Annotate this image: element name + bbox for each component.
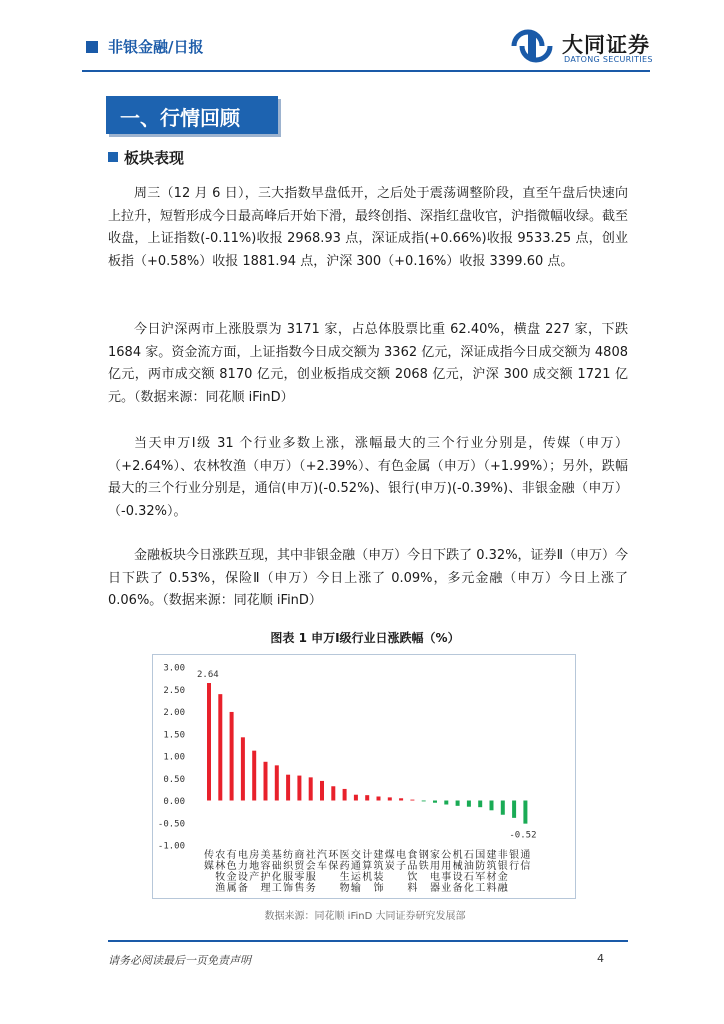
bar-石油石化 [467, 801, 471, 807]
section-title: 一、行情回顾 [120, 106, 240, 130]
y-tick-label: 1.50 [163, 730, 185, 741]
bar-传媒 [207, 683, 211, 800]
report-category-title: 非银金融/日报 [108, 38, 204, 56]
bar-汽车 [320, 781, 324, 801]
footer-divider [108, 940, 628, 942]
bar-农林牧渔 [218, 694, 222, 800]
x-tick-label: 银行 [509, 850, 520, 872]
section-banner [106, 96, 278, 134]
x-tick-label: 电力设备 [237, 850, 248, 894]
bar-电子 [399, 798, 403, 800]
x-tick-label: 家用电器 [430, 850, 440, 894]
x-tick-label: 医药生物 [339, 850, 350, 894]
bar-非银金融 [501, 801, 505, 815]
x-tick-label: 国防军工 [475, 850, 486, 894]
x-tick-label: 农林牧渔 [215, 850, 226, 894]
paragraph-market-overview: 周三（12 月 6 日），三大指数早盘低开，之后处于震荡调整阶段，直至午盘后快速向上拉升，短暂形成今日最高峰后开始下滑，最终创指、深指红盘收官，沪指微幅收绿。截至收盘，上证指数(-0.11%)收报 2968.93 点，深证成指(+0.66%)收报 9533.25 点，创业板指（+0.58%）收报 1881.94 点，沪深 300（+0.16%）收报 3399.60 点。 [108, 186, 629, 269]
figure-source: 数据来源：同花顺 iFinD 大同证券研究发展部 [264, 911, 466, 922]
data-label-min: -0.52 [509, 830, 537, 841]
bar-环保 [331, 786, 335, 800]
bar-家用电器 [433, 801, 437, 803]
chart-frame [152, 654, 576, 899]
x-tick-label: 传媒 [204, 850, 214, 872]
x-tick-label: 商贸零售 [294, 850, 305, 894]
x-tick-label: 公用事业 [441, 850, 452, 894]
bar-商贸零售 [297, 776, 301, 801]
bar-通信 [523, 801, 527, 824]
y-tick-label: 3.00 [163, 663, 185, 674]
x-tick-label: 房地产 [249, 850, 260, 883]
paragraph-industries: 当天申万Ⅰ级 31 个行业多数上涨，涨幅最大的三个行业分别是，传媒（申万）（+2.64%）、农林牧渔（申万）（+2.39%）、有色金属（申万）（+1.99%）；另外，跌幅最大的三个行业分别是，通信(申万)(-0.52%)、银行(申万)(-0.39%)、非银金融（申万）（-0.32%）。 [108, 436, 628, 519]
x-tick-label: 基础化工 [271, 850, 282, 894]
x-tick-label: 建筑材料 [486, 850, 497, 894]
x-tick-label: 交通运输 [350, 850, 361, 894]
x-tick-label: 食品饮料 [407, 850, 418, 894]
bar-纺织服饰 [286, 775, 290, 801]
x-tick-label: 环保 [328, 850, 339, 872]
data-label-max: 2.64 [197, 670, 219, 681]
bar-银行 [512, 801, 516, 818]
page-number: 4 [597, 952, 604, 965]
y-tick-label: 2.00 [163, 708, 185, 718]
y-tick-label: 2.50 [163, 685, 185, 696]
bar-社会服务 [309, 777, 313, 800]
bar-电力设备 [241, 737, 245, 800]
bar-机械设备 [456, 801, 460, 806]
x-tick-label: 钢铁 [418, 850, 429, 872]
bar-钢铁 [422, 801, 426, 802]
bar-医药生物 [343, 789, 347, 801]
y-tick-label: 0.00 [163, 797, 185, 807]
subsection-title: 板块表现 [124, 149, 185, 167]
x-tick-label: 机械设备 [452, 850, 463, 894]
bar-有色金属 [230, 712, 234, 801]
bar-房地产 [252, 751, 256, 801]
industry-change-chart [153, 655, 577, 900]
x-tick-label: 非银金融 [497, 850, 508, 894]
bar-基础化工 [275, 765, 279, 800]
x-tick-label: 建筑装饰 [373, 850, 384, 894]
y-tick-label: -0.50 [157, 819, 185, 830]
bar-交通运输 [354, 795, 358, 801]
x-tick-label: 汽车 [317, 850, 327, 872]
logo-text-cn: 大同证券 [562, 33, 650, 57]
bar-公用事业 [444, 801, 448, 805]
bar-美容护理 [264, 762, 268, 801]
footer-disclaimer: 请务必阅读最后一页免责声明 [108, 954, 251, 967]
x-tick-label: 石油石化 [463, 850, 474, 894]
x-tick-label: 社会服务 [305, 850, 316, 894]
x-tick-label: 纺织服饰 [283, 850, 294, 894]
header-marker [86, 41, 98, 53]
bar-建筑装饰 [377, 796, 381, 800]
subsection-marker [108, 152, 118, 162]
x-tick-label: 计算机 [362, 850, 373, 883]
x-tick-label: 有色金属 [226, 850, 237, 894]
datong-logo-icon [510, 28, 554, 64]
x-tick-label: 电子 [396, 850, 407, 872]
header-divider [82, 70, 650, 72]
paragraph-turnover: 今日沪深两市上涨股票为 3171 家，占总体股票比重 62.40%，横盘 227 家，下跌 1684 家。资金流方面，上证指数今日成交额为 3362 亿元，深证成指今日成交额为 4808 亿元，两市成交额 8170 亿元，创业板指成交额 2068 亿元，沪深 300 成交额 1721 亿元。（数据来源：同花顺 iFinD） [108, 322, 628, 405]
y-tick-label: 1.00 [163, 752, 185, 763]
x-tick-label: 美容护理 [260, 850, 271, 894]
bar-煤炭 [388, 797, 392, 800]
x-tick-label: 煤炭 [384, 850, 395, 872]
figure-title: 图表 1 申万Ⅰ级行业日涨跌幅（%） [270, 631, 460, 645]
x-tick-label: 通信 [520, 850, 531, 872]
bar-计算机 [365, 795, 369, 800]
logo-text-en: DATONG SECURITIES [564, 55, 653, 64]
bar-建筑材料 [490, 801, 494, 811]
paragraph-financials: 金融板块今日涨跌互现，其中非银金融（申万）今日下跌了 0.32%，证券Ⅱ（申万）今日下跌了 0.53%，保险Ⅱ（申万）今日上涨了 0.09%，多元金融（申万）今日上涨了 0.06%。（数据来源：同花顺 iFinD） [108, 548, 628, 608]
bar-食品饮料 [410, 800, 414, 801]
y-tick-label: -1.00 [157, 841, 185, 852]
bar-国防军工 [478, 801, 482, 808]
y-tick-label: 0.50 [163, 774, 185, 785]
